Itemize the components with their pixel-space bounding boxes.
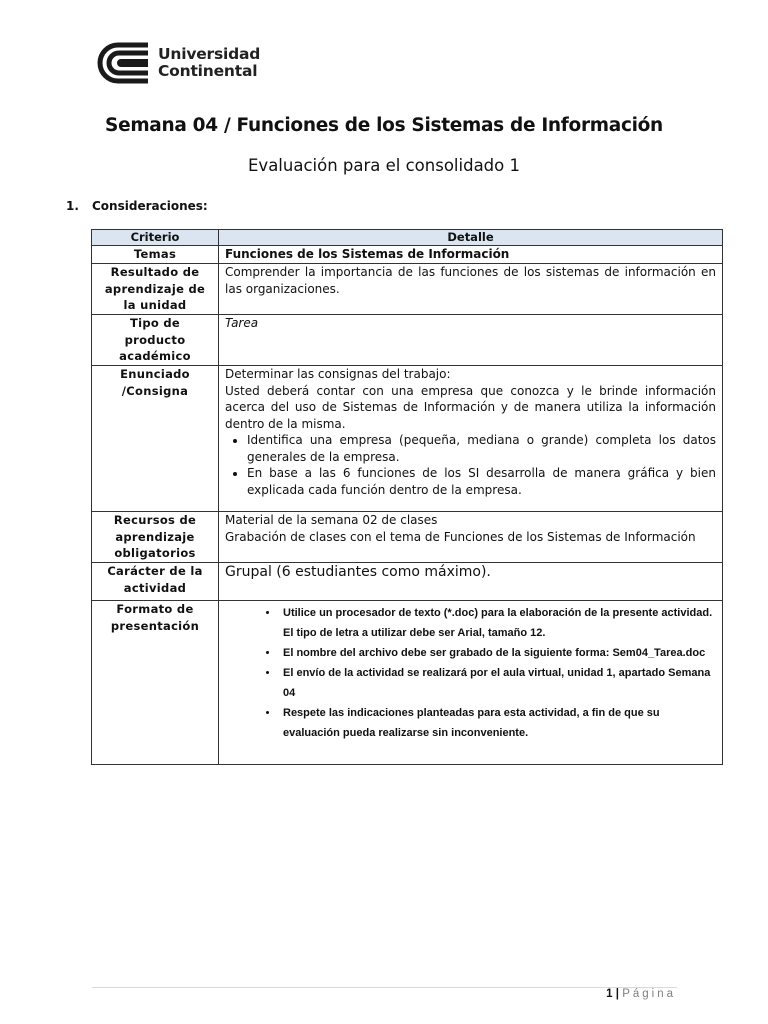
label-tipo: Tipo de producto académico xyxy=(92,315,219,366)
value-temas: Funciones de los Sistemas de Información xyxy=(219,246,723,264)
enunciado-bullet-list xyxy=(225,432,716,498)
list-item: • En base a las 6 funciones de los SI desarrolla de manera gráfica y bien explicada cada función dentro de la empresa. xyxy=(247,465,716,498)
value-recursos xyxy=(219,512,723,563)
section-heading xyxy=(66,199,208,213)
page-number: 1 xyxy=(606,988,613,1000)
table-row-temas xyxy=(92,246,723,264)
value-tipo: Tarea xyxy=(219,315,723,366)
label-enunciado: Enunciado /Consigna xyxy=(92,366,219,512)
logo-line-2: Continental xyxy=(158,62,258,80)
table-row-resultado xyxy=(92,264,723,315)
label-temas: Temas xyxy=(92,246,219,264)
label-recursos: Recursos de aprendizaje obligatorios xyxy=(92,512,219,563)
page-word: Página xyxy=(622,988,676,1000)
table-row-formato xyxy=(92,601,723,765)
formato-bullet-list xyxy=(225,603,716,743)
table-row-recursos xyxy=(92,512,723,563)
list-item: • Identifica una empresa (pequeña, mediana o grande) completa los datos generales de la empresa. xyxy=(247,432,716,465)
recursos-line-2: Grabación de clases con el tema de Funciones de los Sistemas de Información xyxy=(225,529,696,544)
value-enunciado xyxy=(219,366,723,512)
enunciado-intro: Determinar las consignas del trabajo: xyxy=(225,367,451,381)
university-logo xyxy=(92,42,260,84)
logo-wordmark xyxy=(158,46,260,80)
recursos-line-1: Material de la semana 02 de clases xyxy=(225,513,438,527)
list-item: • El envío de la actividad se realizará por el aula virtual, unidad 1, apartado Semana 04 xyxy=(279,663,716,703)
footer-divider xyxy=(92,987,677,988)
table-row-caracter xyxy=(92,563,723,601)
document-subtitle: Evaluación para el consolidado 1 xyxy=(248,156,520,175)
value-formato xyxy=(219,601,723,765)
considerations-table xyxy=(91,229,723,765)
table-row-enunciado xyxy=(92,366,723,512)
header-criterio: Criterio xyxy=(92,230,219,246)
table-header-row xyxy=(92,230,723,246)
document-title: Semana 04 / Funciones de los Sistemas de Información xyxy=(105,115,663,136)
page-footer xyxy=(606,988,676,1000)
list-item: • El nombre del archivo debe ser grabado de la siguiente forma: Sem04_Tarea.doc xyxy=(279,643,716,663)
value-resultado: Comprender la importancia de las funciones de los sistemas de información en las organizaciones. xyxy=(219,264,723,315)
list-item: • Utilice un procesador de texto (*.doc) para la elaboración de la presente actividad. El tipo de letra a utilizar debe ser Arial, tamaño 12. xyxy=(279,603,716,643)
section-title: Consideraciones: xyxy=(92,199,208,213)
header-detalle: Detalle xyxy=(219,230,723,246)
logo-line-1: Universidad xyxy=(158,45,261,63)
label-resultado: Resultado de aprendizaje de la unidad xyxy=(92,264,219,315)
continental-c-logo-icon xyxy=(92,42,150,84)
value-caracter: Grupal (6 estudiantes como máximo). xyxy=(219,563,723,601)
list-item: • Respete las indicaciones planteadas para esta actividad, a fin de que su evaluación pueda realizarse sin inconveniente. xyxy=(279,703,716,743)
page-separator: | xyxy=(612,988,623,1000)
enunciado-text: Usted deberá contar con una empresa que conozca y le brinde información acerca del uso de Sistemas de Información y de manera utiliza la información dentro de la misma. xyxy=(225,383,716,431)
table-row-tipo xyxy=(92,315,723,366)
label-caracter: Carácter de la actividad xyxy=(92,563,219,601)
label-formato: Formato de presentación xyxy=(92,601,219,765)
section-number: 1. xyxy=(66,199,79,213)
